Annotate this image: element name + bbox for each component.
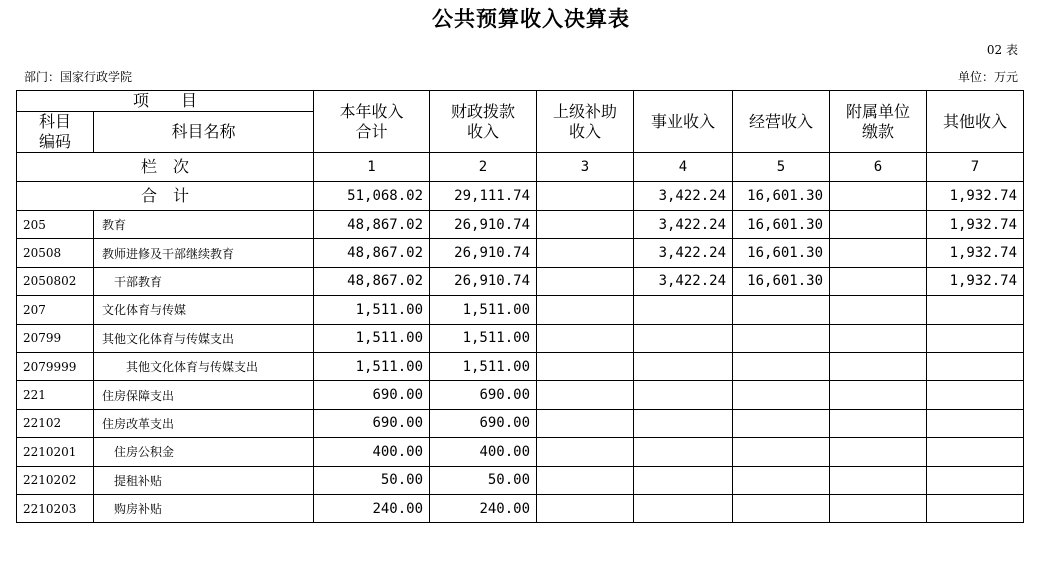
row-name: 购房补贴: [94, 494, 314, 522]
total-cell: [537, 182, 634, 211]
table-row: [17, 239, 1024, 267]
row-value: [830, 409, 927, 437]
row-code: 22102: [17, 409, 94, 437]
row-value: [537, 211, 634, 239]
row-value: 690.00: [430, 381, 537, 409]
header-col-5: 经营收入: [733, 91, 830, 153]
row-value: 1,511.00: [314, 296, 430, 324]
total-cell: 1,932.74: [927, 182, 1024, 211]
row-value: 1,932.74: [927, 239, 1024, 267]
row-value: 1,511.00: [430, 296, 537, 324]
row-value: [634, 409, 733, 437]
table-row: [17, 381, 1024, 409]
row-value: [830, 438, 927, 466]
row-value: [733, 438, 830, 466]
row-value: [537, 381, 634, 409]
row-value: 1,511.00: [314, 324, 430, 352]
row-name: 提租补贴: [94, 466, 314, 494]
row-value: [537, 438, 634, 466]
index-cell: 3: [537, 153, 634, 182]
row-value: 1,511.00: [430, 324, 537, 352]
row-value: 1,932.74: [927, 211, 1024, 239]
row-value: 26,910.74: [430, 239, 537, 267]
row-value: [927, 409, 1024, 437]
row-value: [830, 352, 927, 380]
table-row: [17, 324, 1024, 352]
department-label: 部门：国家行政学院: [24, 70, 133, 84]
row-value: [830, 324, 927, 352]
row-value: [537, 324, 634, 352]
row-value: 48,867.02: [314, 267, 430, 295]
row-value: [634, 466, 733, 494]
row-value: 16,601.30: [733, 211, 830, 239]
row-value: [733, 324, 830, 352]
header-col-2: 财政拨款 收入: [430, 91, 537, 153]
row-value: [634, 352, 733, 380]
row-value: [733, 352, 830, 380]
index-row-label: 栏 次: [17, 153, 314, 182]
row-value: [830, 494, 927, 522]
table-row: [17, 211, 1024, 239]
row-name: 教师进修及干部继续教育: [94, 239, 314, 267]
row-value: [927, 438, 1024, 466]
row-value: 690.00: [430, 409, 537, 437]
row-value: 26,910.74: [430, 267, 537, 295]
row-value: [733, 381, 830, 409]
row-value: [830, 211, 927, 239]
row-value: 26,910.74: [430, 211, 537, 239]
budget-revenue-table: [16, 90, 1024, 523]
row-value: [830, 267, 927, 295]
row-value: [634, 296, 733, 324]
row-value: [537, 239, 634, 267]
row-name: 干部教育: [94, 267, 314, 295]
table-number: 02 表: [986, 43, 1018, 57]
table-row: [17, 494, 1024, 522]
row-value: [927, 352, 1024, 380]
row-name: 文化体育与传媒: [94, 296, 314, 324]
row-value: [537, 267, 634, 295]
row-value: 690.00: [314, 409, 430, 437]
row-value: [733, 409, 830, 437]
row-value: [537, 409, 634, 437]
row-code: 205: [17, 211, 94, 239]
index-cell: 4: [634, 153, 733, 182]
table-row: [17, 409, 1024, 437]
index-cell: 1: [314, 153, 430, 182]
row-code: 2050802: [17, 267, 94, 295]
row-code: 207: [17, 296, 94, 324]
row-value: [634, 381, 733, 409]
row-value: [733, 494, 830, 522]
row-value: [537, 466, 634, 494]
header-col-7: 其他收入: [927, 91, 1024, 153]
row-value: [830, 466, 927, 494]
row-value: [927, 296, 1024, 324]
total-cell: 29,111.74: [430, 182, 537, 211]
row-code: 2210203: [17, 494, 94, 522]
row-value: 3,422.24: [634, 211, 733, 239]
row-value: 690.00: [314, 381, 430, 409]
table-row: [17, 438, 1024, 466]
row-value: 240.00: [430, 494, 537, 522]
row-value: 400.00: [314, 438, 430, 466]
total-cell: 51,068.02: [314, 182, 430, 211]
unit-label: 单位：万元: [957, 70, 1018, 84]
row-name: 教育: [94, 211, 314, 239]
row-name: 其他文化体育与传媒支出: [94, 352, 314, 380]
row-value: 48,867.02: [314, 211, 430, 239]
row-name: 住房保障支出: [94, 381, 314, 409]
row-value: [927, 324, 1024, 352]
row-value: [634, 438, 733, 466]
row-value: 16,601.30: [733, 267, 830, 295]
row-value: [634, 324, 733, 352]
total-cell: 3,422.24: [634, 182, 733, 211]
row-value: 1,511.00: [430, 352, 537, 380]
total-cell: [830, 182, 927, 211]
row-value: [537, 352, 634, 380]
header-code: 科目 编码: [17, 112, 94, 153]
row-value: [733, 296, 830, 324]
total-cell: 16,601.30: [733, 182, 830, 211]
row-value: [830, 296, 927, 324]
total-row-label: 合 计: [17, 182, 314, 211]
page-title: 公共预算收入决算表: [432, 7, 630, 31]
row-value: 1,511.00: [314, 352, 430, 380]
row-value: 3,422.24: [634, 239, 733, 267]
index-row: [17, 153, 1024, 182]
header-item: 项 目: [17, 91, 314, 112]
index-cell: 5: [733, 153, 830, 182]
row-name: 其他文化体育与传媒支出: [94, 324, 314, 352]
header-col-4: 事业收入: [634, 91, 733, 153]
table-row: [17, 267, 1024, 295]
row-value: [927, 466, 1024, 494]
row-value: [733, 466, 830, 494]
row-code: 221: [17, 381, 94, 409]
row-value: [927, 494, 1024, 522]
row-value: 400.00: [430, 438, 537, 466]
row-value: 48,867.02: [314, 239, 430, 267]
row-value: 3,422.24: [634, 267, 733, 295]
row-value: 1,932.74: [927, 267, 1024, 295]
row-value: 50.00: [314, 466, 430, 494]
row-value: [537, 296, 634, 324]
row-value: [634, 494, 733, 522]
row-code: 20799: [17, 324, 94, 352]
row-code: 2079999: [17, 352, 94, 380]
header-col-1: 本年收入 合计: [314, 91, 430, 153]
table-row: [17, 296, 1024, 324]
row-value: [830, 381, 927, 409]
row-value: 240.00: [314, 494, 430, 522]
row-code: 2210202: [17, 466, 94, 494]
row-value: [537, 494, 634, 522]
header-name: 科目名称: [94, 112, 314, 153]
index-cell: 7: [927, 153, 1024, 182]
row-code: 20508: [17, 239, 94, 267]
row-code: 2210201: [17, 438, 94, 466]
row-value: [927, 381, 1024, 409]
row-name: 住房公积金: [94, 438, 314, 466]
total-row: [17, 182, 1024, 211]
index-cell: 6: [830, 153, 927, 182]
table-row: [17, 466, 1024, 494]
table-row: [17, 352, 1024, 380]
header-col-6: 附属单位 缴款: [830, 91, 927, 153]
row-name: 住房改革支出: [94, 409, 314, 437]
row-value: 16,601.30: [733, 239, 830, 267]
row-value: [830, 239, 927, 267]
index-cell: 2: [430, 153, 537, 182]
header-col-3: 上级补助 收入: [537, 91, 634, 153]
row-value: 50.00: [430, 466, 537, 494]
